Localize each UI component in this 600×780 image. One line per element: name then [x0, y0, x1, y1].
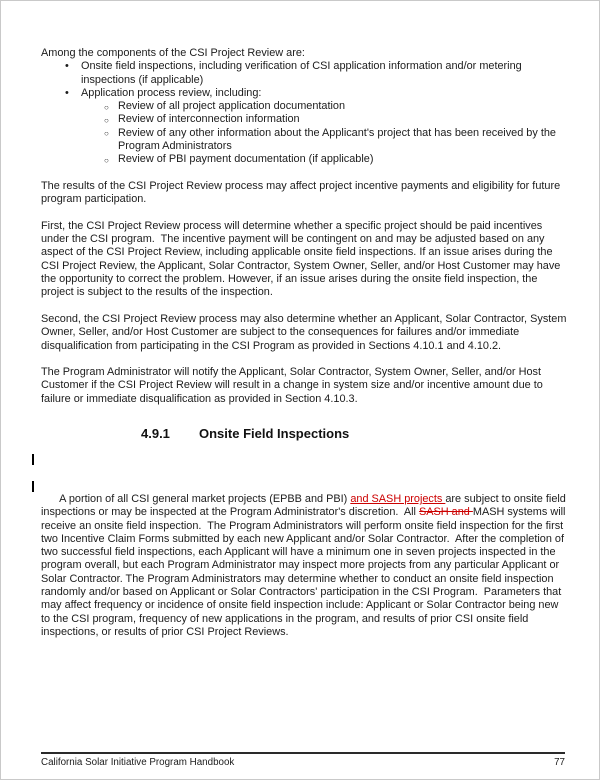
sub-bullet-item-text: Review of interconnection information [118, 113, 300, 126]
sub-bullet-item-text: Review of PBI payment documentation (if applicable) [118, 153, 374, 166]
paragraph-segment: A portion of all CSI general market projects (EPBB and PBI) [59, 492, 351, 505]
sub-bullet-item [41, 153, 568, 166]
change-bar [32, 481, 34, 492]
bullet-item [41, 60, 568, 87]
sub-bullet-list [41, 100, 568, 166]
deleted-text: SASH and [418, 506, 473, 519]
paragraph-segment: MASH systems will receive an onsite field inspection. The Program Administrators will perform onsite field inspection for the first two Incentive Claim Forms submitted by each new Applicant and/or Solar Contractor. After the completion of two successful field inspections, each Applicant will have a minimum one in seven projects inspected in the program overall, but each Program Administrator may inspect more projects from any particular Applicant or Solar Contractor. The Program Administrators may determine whether to conduct an onsite field inspection randomly and/or based on Applicant or Solar Contractors' participation in the CSI Program. Parameters that may affect frequency or incidence of onsite field inspection include: Applicant or Solar Contractor being new to the CSI program, frequency of new applications in the program, and results of prior CSI onsite field inspections, or results of prior CSI Project Reviews. [41, 506, 569, 638]
sub-bullet-item-text: Review of any other information about the Applicant's project that has been received by the Program Administrators [118, 126, 556, 153]
heading-number: 4.9.1 [141, 426, 170, 442]
footer-title: California Solar Initiative Program Handbook [41, 756, 235, 768]
sub-bullet-item-text: Review of all project application documentation [118, 100, 346, 113]
page-content [41, 47, 568, 652]
paragraph-segment: are subject to onsite field inspections or may be inspected at the Program Administrator's discretion. All [41, 492, 569, 519]
bullet-item-text: Application process review, including: [81, 86, 262, 99]
section-heading [141, 426, 568, 441]
inspections-paragraph [41, 453, 568, 652]
change-bar [32, 454, 34, 465]
paragraph-results: The results of the CSI Project Review process may affect project incentive payments and eligibility for future program participation. [41, 179, 564, 206]
paragraph-notify: The Program Administrator will notify the Applicant, Solar Contractor, System Owner, Seller, and/or Host Customer if the CSI Project Review will result in a change in system size and/or incentive amount due to failure or immediate disqualification as provided in Section 4.10.3. [41, 366, 546, 405]
sub-bullet-item [41, 113, 568, 126]
paragraph-second: Second, the CSI Project Review process may also determine whether an Applicant, Solar Contractor, System Owner, Seller, and/or Host Customer are subject to the consequences for failures and/or immediate disqualification from participating in the CSI Program as provided in Sections 4.10.1 and 4.10.2. [41, 312, 570, 352]
heading-title: Onsite Field Inspections [199, 426, 350, 442]
intro-paragraph: Among the components of the CSI Project Review are: [41, 47, 305, 59]
footer [41, 752, 565, 768]
bullet-item-text: Onsite field inspections, including verification of CSI application information and/or metering inspections (if applicable) [81, 60, 522, 86]
bullet-list [41, 60, 568, 166]
sub-bullet-item [41, 100, 568, 113]
inserted-text: and SASH projects [350, 492, 446, 505]
paragraph-first: First, the CSI Project Review process will determine whether a specific project should be paid incentives under the CSI program. The incentive payment will be contingent on and may be adjusted based on any aspect of the CSI Project Review, including applicable onsite field inspections. If an issue arises during the CSI Project Review, the Applicant, Solar Contractor, System Owner, Seller, and/or Host Customer may have the opportunity to correct the problem. However, if an issue arises during the onsite field inspection, the project is subject to the results of the inspection. [41, 219, 564, 299]
bullet-item [41, 87, 568, 167]
sub-bullet-item [41, 127, 568, 154]
page-number: 77 [554, 756, 565, 768]
